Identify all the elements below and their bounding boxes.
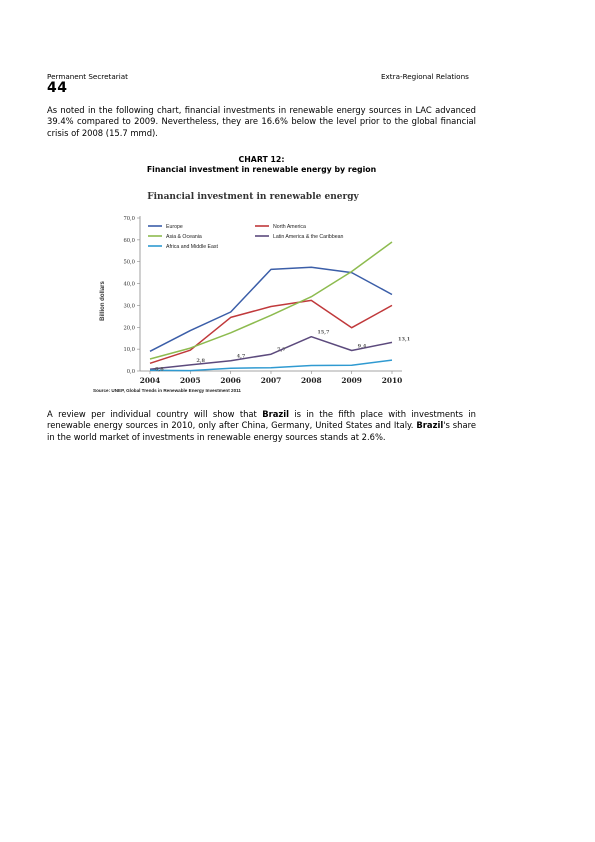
y-tick-label: 30,0 [123, 303, 135, 310]
intro-paragraph: As noted in the following chart, financial investments in renewable energy sources in LAC advanced 39.4% compared to 2009. Nevertheless, they are 16.6% below the level prior to the global financial crisis of 2008 (15.7 mmd). [47, 105, 476, 138]
x-tick-label: 2004 [139, 376, 161, 385]
data-label: 2,8 [196, 357, 206, 364]
y-tick-label: 0,0 [126, 369, 135, 375]
y-tick-label: 60,0 [123, 237, 135, 244]
chart-title: Financial investment in renewable energy [147, 192, 359, 202]
chart-series-lines [150, 242, 392, 371]
paragraph-text-segment: 's share in the world market of investments in renewable energy sources stands at 2.6%. [47, 420, 476, 442]
chart-caption-number: CHART 12: [238, 155, 285, 164]
data-label: 7,7 [277, 347, 286, 354]
legend-label: North America [273, 224, 306, 230]
data-label: 9,4 [357, 343, 367, 350]
line-chart [90, 183, 420, 398]
y-tick-label: 70,0 [123, 216, 135, 222]
legend-label: Europe [166, 224, 183, 230]
data-label: 15,7 [317, 329, 330, 336]
legend-label: Latin America & the Caribbean [273, 234, 344, 240]
y-tick-label: 50,0 [123, 259, 135, 266]
chart-source: Source: UNEP, Global Trends in Renewable Energy Investment 2011 [93, 388, 241, 393]
x-tick-label: 2008 [301, 376, 322, 385]
header-left: Permanent Secretariat [47, 72, 128, 81]
page-number: 44 [47, 80, 68, 96]
bold-country-name: Brazil [416, 420, 444, 431]
chart-container [90, 183, 420, 398]
x-tick-label: 2009 [341, 376, 362, 385]
chart-legend [148, 224, 343, 250]
series-line-europe [150, 267, 392, 354]
legend-label: Asia & Oceania [166, 234, 202, 240]
x-tick-label: 2005 [180, 376, 201, 385]
data-label: 0,8 [155, 366, 164, 373]
y-tick-label: 20,0 [123, 325, 135, 332]
header-right: Extra-Regional Relations [381, 72, 469, 81]
x-tick-label: 2010 [381, 376, 403, 385]
data-label: 13,1 [398, 336, 411, 343]
paragraph-text-segment: is in the fifth place with investments in renewable energy sources in 2010, only after China, Germany, United States and Italy. [47, 409, 476, 431]
closing-paragraph [47, 409, 476, 443]
chart-axes [123, 216, 402, 385]
chart-caption-title: Financial investment in renewable energy by region [146, 165, 377, 174]
chart-data-labels [155, 330, 410, 373]
y-axis-label: Billion dollars [100, 281, 106, 321]
legend-label: Africa and Middle East [166, 244, 218, 250]
series-line-asia-oceania [150, 242, 392, 359]
y-tick-label: 40,0 [123, 281, 135, 288]
data-label: 4,7 [236, 353, 246, 360]
y-tick-label: 10,0 [123, 347, 135, 354]
paragraph-text-segment: A review per individual country will show that [47, 409, 263, 419]
bold-country-name: Brazil [262, 409, 289, 419]
x-tick-label: 2006 [220, 376, 241, 385]
x-tick-label: 2007 [260, 376, 282, 385]
